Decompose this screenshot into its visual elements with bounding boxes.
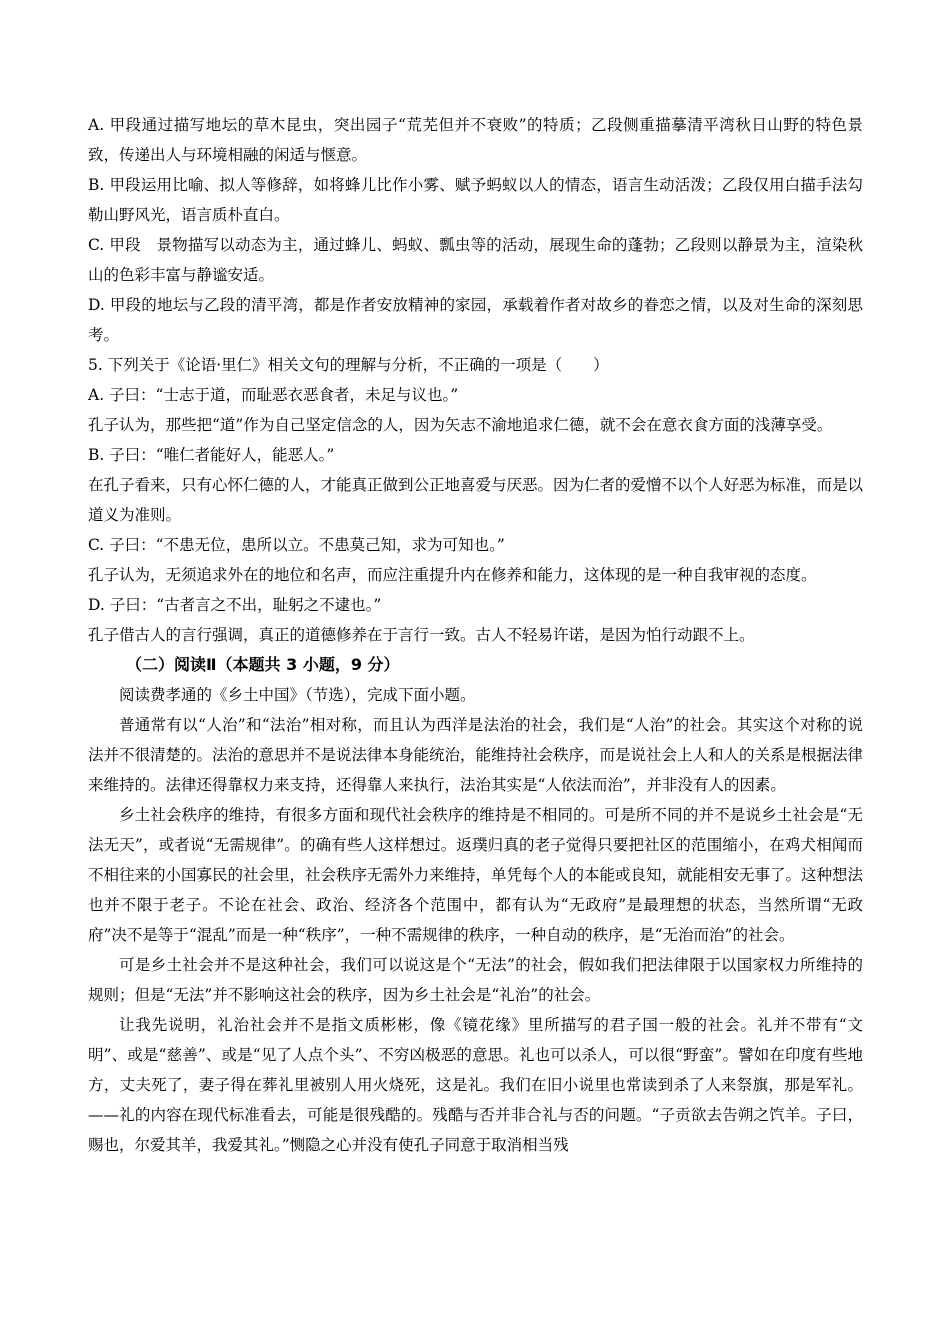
q5-option-d-analysis: 孔子借古人的言行强调，真正的道德修养在于言行一致。古人不轻易许诺，是因为怕行动跟不上。 bbox=[88, 626, 755, 644]
section-intro: 阅读费孝通的《乡土中国》（节选），完成下面小题。 bbox=[119, 686, 476, 704]
passage-paragraph-3: 可是乡土社会并不是这种社会，我们可以说这是个“无法”的社会，假如我们把法律限于以国家权力所维持的规则；但是“无法”并不影响这社会的秩序，因为乡土社会是“礼治”的社会。 bbox=[88, 956, 863, 1004]
q5-option-c-analysis: 孔子认为，无须追求外在的地位和名声，而应注重提升内在修养和能力，这体现的是一种自我审视的态度。 bbox=[88, 566, 817, 584]
q5-option-a-analysis: 孔子认为，那些把“道”作为自己坚定信念的人，因为矢志不渝地追求仁德，就不会在意衣食方面的浅薄享受。 bbox=[88, 416, 833, 434]
page-content bbox=[88, 110, 863, 1160]
q4-option-c: C. 甲段 景物描写以动态为主，通过蜂儿、蚂蚁、瓢虫等的活动，展现生命的蓬勃；乙段则以静景为主，渲染秋山的色彩丰富与静谧安适。 bbox=[88, 236, 863, 284]
q4-option-d: D. 甲段的地坛与乙段的清平湾，都是作者安放精神的家园，承载着作者对故乡的眷恋之情，以及对生命的深刻思考。 bbox=[88, 296, 863, 344]
passage-paragraph-2: 乡土社会秩序的维持，有很多方面和现代社会秩序的维持是不相同的。可是所不同的并不是说乡土社会是“无法无天”，或者说“无需规律”。的确有些人这样想过。返璞归真的老子觉得只要把社区的范围缩小，在鸡犬相闻而不相往来的小国寡民的社会里，社会秩序无需外力来维持，单凭每个人的本能或良知，就能相安无事了。这种想法也并不限于老子。不论在社会、政治、经济各个范围中，都有认为“无政府”是最理想的状态，当然所谓“无政府”决不是等于“混乱”而是一种“秩序”，一种不需规律的秩序，一种自动的秩序，是“无治而治”的社会。 bbox=[88, 806, 864, 944]
q5-option-b-analysis: 在孔子看来，只有心怀仁德的人，才能真正做到公正地喜爱与厌恶。因为仁者的爱憎不以个人好恶为标准，而是以道义为准则。 bbox=[88, 476, 864, 524]
q4-option-b: B. 甲段运用比喻、拟人等修辞，如将蜂儿比作小雾、赋予蚂蚁以人的情态，语言生动活泼；乙段仅用白描手法勾勒山野风光，语言质朴直白。 bbox=[88, 176, 863, 224]
section-title: （二）阅读Ⅱ（本题共 3 小题，9 分） bbox=[126, 655, 400, 674]
q5-option-c-quote: C. 子曰：“不患无位，患所以立。不患莫己知，求为可知也。” bbox=[88, 536, 505, 554]
q4-option-a: A. 甲段通过描写地坛的草木昆虫，突出园子“荒芜但并不衰败”的特质；乙段侧重描摹清平湾秋日山野的特色景致，传递出人与环境相融的闲适与惬意。 bbox=[88, 116, 863, 164]
q5-option-d-quote: D. 子曰：“古者言之不出，耻躬之不逮也。” bbox=[88, 596, 382, 614]
q5-option-b-quote: B. 子曰：“唯仁者能好人，能恶人。” bbox=[88, 446, 335, 464]
passage-paragraph-1: 普通常有以“人治”和“法治”相对称，而且认为西洋是法治的社会，我们是“人治”的社会。其实这个对称的说法并不很清楚的。法治的意思并不是说法律本身能统治，能维持社会秩序，而是说社会上人和人的关系是根据法律来维持的。法律还得靠权力来支持，还得靠人来执行，法治其实是“人依法而治”，并非没有人的因素。 bbox=[88, 716, 864, 794]
q5-stem: 5. 下列关于《论语·里仁》相关文句的理解与分析，不正确的一项是（ ） bbox=[88, 356, 609, 374]
passage-paragraph-4: 让我先说明，礼治社会并不是指文质彬彬，像《镜花缘》里所描写的君子国一般的社会。礼并不带有“文明”、或是“慈善”、或是“见了人点个头”、不穷凶极恶的意思。礼也可以杀人，可以很“野蛮”。譬如在印度有些地方，丈夫死了，妻子得在葬礼里被别人用火烧死，这是礼。我们在旧小说里也常读到杀了人来祭旗，那是军礼。——礼的内容在现代标准看去，可能是很残酷的。残酷与否并非合礼与否的问题。“子贡欲去告朔之饩羊。子曰，赐也，尔爱其羊，我爱其礼。”恻隐之心并没有使孔子同意于取消相当残 bbox=[88, 1016, 863, 1154]
q5-option-a-quote: A. 子曰：“士志于道，而耻恶衣恶食者，未足与议也。” bbox=[88, 386, 459, 404]
